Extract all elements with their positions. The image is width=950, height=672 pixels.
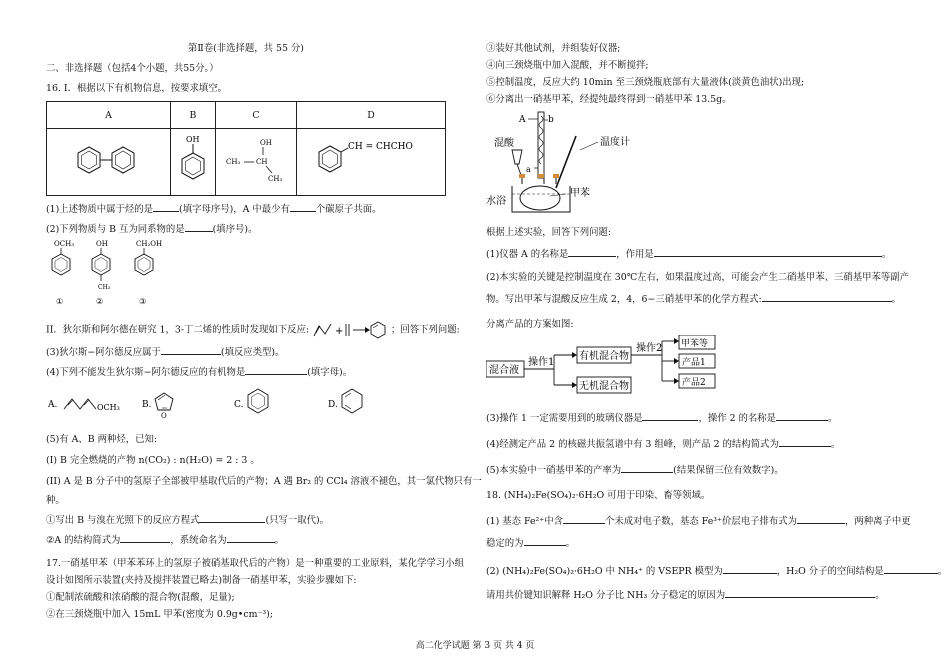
q18-1-text-2: 个未成对电子数，基态 Fe³⁺价层电子排布式为 [605,516,797,527]
option-a-group: OCH₃ [97,403,120,412]
q16-5-2-text-3: 。 [274,535,285,546]
q18-part2 [486,564,948,578]
q16-ii-text: II．狄尔斯和阿尔德在研究 1，3-丁二烯的性质时发现如下反应: [46,324,310,336]
structure-table [46,101,446,196]
q16-4-text: (4)下列不能发生狄尔斯−阿尔德反应的有机物是 [46,367,246,378]
flow-mixture: 混合液 [489,365,519,376]
q17-part2-cont [486,292,906,306]
separation-flowchart [486,335,786,405]
apparatus-label-mixed-acid: 混酸 [494,138,514,149]
page-footer: 高二化学试题 第 3 页 共 4 页 [415,641,535,651]
q17-question-intro: 根据上述实验，回答下列问题: [486,227,612,238]
subs-label-2: OH [96,240,108,248]
q16-3-text: (3)狄尔斯−阿尔德反应属于 [46,347,161,358]
table-header-a: A [47,102,171,129]
subs-num-2: ② [96,297,104,306]
q16-3-blank[interactable] [161,345,221,355]
q17-step-4: ④向三颈烧瓶中加入混酸，并不断搅拌; [486,60,649,71]
flow-product2: 产品2 [682,378,706,388]
option-c-label: C. [234,400,244,410]
cinnamaldehyde-structure [306,136,436,186]
q18-intro: 18. (NH₄)₂Fe(SO₄)₂·6H₂O 可用于印染、畜等领域。 [486,490,711,501]
subs-num-1: ① [56,297,64,306]
q17-step-6: ⑥分离出一硝基甲苯，经提纯最终得到一硝基甲苯 13.5g。 [486,94,732,105]
apparatus-label-water-bath: 水浴 [486,196,506,207]
q18-1-blank-2[interactable] [797,514,845,524]
left-column [46,38,482,621]
q16-5-2-text: ②A 的结构简式为 [46,535,121,546]
q17-1-text: (1)仪器 A 的名称是 [486,249,569,260]
q16-1-blank-2[interactable] [290,202,316,212]
option-b-label: B. [142,400,152,410]
q17-2-blank[interactable] [762,292,892,302]
apparatus-label-toluene: 甲苯 [570,188,590,199]
q16-part5-i: (I) B 完全燃烧的产物 n(CO₂) : n(H₂O) = 2 : 3 。 [46,455,260,466]
q18-part1 [486,514,911,528]
q17-part3 [486,411,906,425]
isopropanol-structure [224,133,288,189]
q18-2-text-2: ，H₂O 分子的空间结构是 [776,566,884,577]
q16-part3 [46,345,458,359]
q18-3-blank[interactable] [725,588,875,598]
q17-1-blank-2[interactable] [654,247,882,257]
q18-part1-cont [486,536,906,550]
flow-op1: 操作1 [528,357,555,368]
subs-num-3: ③ [139,297,147,306]
q17-2-text-2: 。 [891,294,902,305]
apparatus-label-a: A [519,115,526,125]
q16-ii-end: ；回答下列问题: [391,324,460,336]
q16-5-2-blank-2[interactable] [227,533,275,543]
q18-1-text-3: ，两种离子中更 [844,516,911,527]
phenol-structure [176,133,210,189]
table-header-b: B [171,102,216,129]
apparatus-label-thermometer: 温度计 [600,137,630,148]
section-title: 第Ⅱ卷(非选择题，共 55 分) [188,43,304,54]
substituted-benzenes [46,238,246,312]
q17-2-text: 物。写出甲苯与混酸反应生成 2，4，6−三硝基甲苯的化学方程式: [486,294,762,305]
q16-4-blank[interactable] [245,365,307,375]
q16-4-options [46,383,446,423]
q16-2-text: (2)下列物质与 B 互为同系物的是 [46,224,185,235]
q17-3-text-3: 。 [828,413,838,424]
d-substituent-label: CH = CHCHO [348,141,413,152]
q16-4-text-2: (填字母)。 [307,367,353,378]
option-a-label: A. [48,400,58,410]
q16-1-text-2: (填字母序号)，A 中最少有 [179,204,290,215]
q16-part5: (5)有 A、B 两种烃，已知: [46,434,158,445]
subs-label-3: CH₂OH [136,240,163,248]
structure-cinnamaldehyde [297,129,446,196]
separation-scheme-intro: 分离产品的方案如图: [486,319,574,330]
q17-step-1: ①配制浓硫酸和浓硝酸的混合物(混酸，足量); [46,592,235,603]
biphenyl-structure [69,141,149,181]
q17-5-text: (5)本实验中一硝基甲苯的产率为 [486,465,622,476]
q17-4-text: (4)经测定产品 2 的核磁共振氢谱中有 3 组峰，则产品 2 的结构简式为 [486,439,779,450]
q18-2-blank-1[interactable] [723,564,777,574]
q17-intro-1: 17.一硝基甲苯（甲苯苯环上的氢原子被硝基取代后的产物）是一种重要的工业原料，某化学学习小组 [46,558,465,569]
c-ch3-right: CH₃ [268,174,283,183]
q16-ii-line [46,320,458,340]
q17-1-text-3: 。 [881,249,892,260]
structure-biphenyl [47,129,171,196]
q17-1-text-2: ，作用是 [616,249,654,260]
apparatus-label-b: b [548,115,554,125]
svg-text:+: + [335,326,344,337]
q17-3-text: (3)操作 1 一定需要用到的玻璃仪器是 [486,413,643,424]
phenol-oh-label: OH [186,134,200,144]
q17-4-text-2: 。 [830,439,841,450]
q16-part5-ii-cont: 种。 [46,495,65,506]
table-header-c: C [216,102,297,129]
diels-alder-equation [312,320,388,340]
q18-1-blank-3[interactable] [524,536,566,546]
q16-3-text-2: (填反应类型)。 [220,347,285,358]
q16-1-text-3: 个碳原子共面。 [315,204,382,215]
q16-5-1-text: ①写出 B 与溴在光照下的反应方程式 [46,515,200,526]
q18-3-text: 请用共价键知识解释 H₂O 分子比 NH₃ 分子稳定的原因为 [486,590,726,601]
flow-toluene: 甲苯等 [681,339,709,349]
q16-5-2-text-2: ，系统命名为 [170,535,227,546]
q17-3-text-2: ，操作 2 的名称是 [698,413,777,424]
q18-part3 [486,588,906,602]
q16-part5-ii: (II) A 是 B 分子中的氢原子全部被甲基取代后的产物；A 遇 Br₂ 的 CCl₄ 溶液不褪色，其一氯代物只有一 [46,476,482,487]
q16-2-blank[interactable] [185,222,213,232]
q18-2-text-3: 。 [937,566,948,577]
q17-intro-2: 设计如图所示装置(夹持及搅拌装置已略去)制备一硝基甲苯，实验步骤如下: [46,575,357,586]
q17-3-blank-2[interactable] [776,411,828,421]
c-oh-label: OH [260,138,272,147]
q17-step-5: ⑤控制温度，反应大约 10min 至三颈烧瓶底部有大量液体(淡黄色油状)出现; [486,77,805,88]
flow-product1: 产品1 [682,358,706,368]
q17-4-blank[interactable] [779,437,831,447]
q16-2-text-2: (填序号)。 [212,224,258,235]
q16-5-1-blank[interactable] [199,513,265,523]
q18-2-blank-2[interactable] [884,564,938,574]
q18-1-text-4: 稳定的为 [486,538,524,549]
q16-part5-2 [46,533,458,547]
q16-1-blank-1[interactable] [153,202,179,212]
q17-part4 [486,437,906,451]
svg-text:O: O [161,412,167,420]
q17-step-2: ②在三颈烧瓶中加入 15mL 甲苯(密度为 0.9g•cm⁻³); [46,609,273,620]
q18-1-blank-1[interactable] [563,514,605,524]
q16-part4 [46,365,458,379]
q16-5-1-text-2: (只写一取代)。 [265,515,330,526]
q18-1-text-5: 。 [565,538,575,549]
q17-part5 [486,463,906,477]
subs-bottom-2: CH₃ [98,284,111,291]
q16-part5-1 [46,513,458,527]
flow-inorganic: 无机混合物 [579,381,629,392]
flow-organic: 有机混合物 [579,351,629,362]
part-two-heading: 二、非选择题（包括4个小题，共55分。） [46,63,219,74]
q17-3-blank-1[interactable] [642,411,698,421]
right-column [486,38,948,602]
q16-intro: 16. I．根据以下有机物信息，按要求填空。 [46,83,227,94]
c-ch3-left: CH₃ [226,157,241,166]
subs-label-1: OCH₃ [54,240,75,248]
q18-1-text: (1) 基态 Fe²⁺中含 [486,516,563,527]
structure-phenol [171,129,216,196]
q16-part2 [46,222,458,236]
option-d-label: D. [328,400,338,410]
c-ch-label: CH [256,157,268,166]
apparatus-diagram [486,110,686,218]
q16-part1 [46,202,458,216]
structure-isopropanol [216,129,297,196]
q17-part2: (2)本实验的关键是控制温度在 30℃左右，如果温度过高，可能会产生二硝基甲苯、三硝基甲苯等副产 [486,272,910,283]
flow-op2: 操作2 [636,343,663,354]
apparatus-label-a-small: a [526,165,531,174]
q16-1-text: (1)上述物质中属于烃的是 [46,204,154,215]
q18-2-text: (2) (NH₄)₂Fe(SO₄)₂·6H₂O 中 NH₄⁺ 的 VSEPR 模型为 [486,566,723,577]
q17-step-3: ③装好其他试剂，并组装好仪器; [486,43,621,54]
q18-3-text-2: 。 [875,590,885,601]
q16-5-2-blank-1[interactable] [120,533,170,543]
q17-5-blank[interactable] [621,463,673,473]
table-header-d: D [297,102,446,129]
q17-5-text-2: (结果保留三位有效数字)。 [673,465,784,476]
q17-part1 [486,247,906,261]
q17-1-blank-1[interactable] [568,247,616,257]
